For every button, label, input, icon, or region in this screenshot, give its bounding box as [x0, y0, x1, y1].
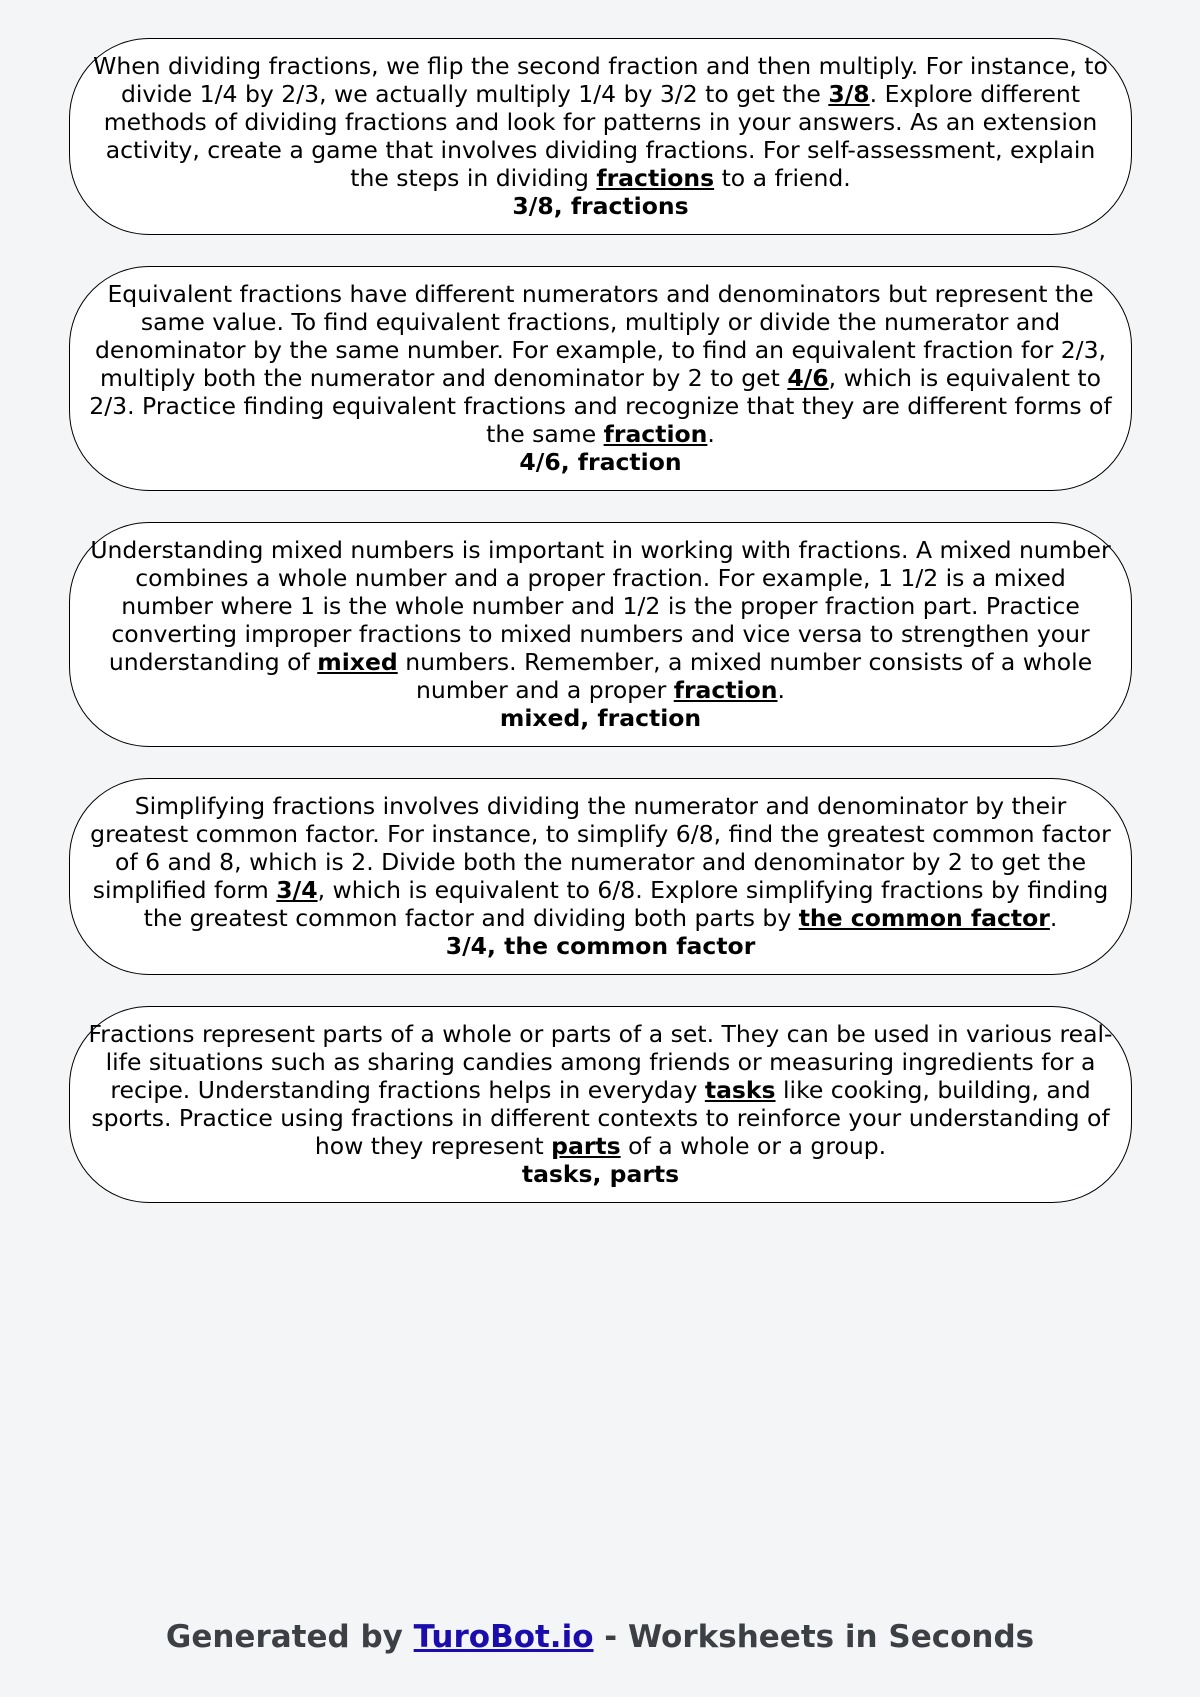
keyword: parts [551, 1132, 621, 1160]
exercise-card [69, 1006, 1132, 1203]
text-segment: Equivalent fractions have different numerators and denominators but represent the same value. To find equivalent fractions, multiply or divide the numerator and denominator by the same number. For example, to find an equivalent fraction for 2/3, multiply both the numerator and denominator by 2 to get [94, 280, 1107, 392]
worksheet-cards [69, 38, 1132, 1234]
exercise-card [69, 38, 1132, 235]
text-segment: When dividing fractions, we flip the second fraction and then multiply. For instance, to divide 1/4 by 2/3, we actually multiply 1/4 by 3/2 to get the [93, 52, 1108, 108]
keyword: the common factor [798, 904, 1050, 932]
text-segment: , which is equivalent to 2/3. Practice finding equivalent fractions and recognize that they are different forms of the same [89, 364, 1112, 448]
keyword: fraction [603, 420, 708, 448]
footer-prefix: Generated by [165, 1619, 414, 1655]
exercise-text [88, 1020, 1113, 1160]
answer-key: mixed, fraction [499, 704, 702, 732]
keyword: 3/8 [828, 80, 870, 108]
text-segment: numbers. Remember, a mixed number consists of a whole number and a proper [397, 648, 1093, 704]
exercise-card [69, 522, 1132, 747]
turobot-link[interactable]: TuroBot.io [413, 1619, 594, 1655]
exercise-card [69, 778, 1132, 975]
keyword: 3/4 [276, 876, 318, 904]
text-segment: Understanding mixed numbers is important in working with fractions. A mixed number combines a whole number and a proper fraction. For example, 1 1/2 is a mixed number where 1 is the whole number and 1/2 is the proper fraction part. Practice converting improper fractions to mixed numbers and vice versa to strengthen your understanding of [90, 536, 1111, 676]
exercise-text [88, 52, 1113, 192]
keyword: tasks [704, 1076, 776, 1104]
footer-suffix: - Worksheets in Seconds [593, 1619, 1035, 1655]
exercise-card [69, 266, 1132, 491]
exercise-text [88, 792, 1113, 932]
keyword: 4/6 [787, 364, 829, 392]
keyword: fractions [596, 164, 715, 192]
answer-key: 4/6, fraction [519, 448, 682, 476]
keyword: fraction [673, 676, 778, 704]
footer [0, 1619, 1200, 1655]
text-segment: of a whole or a group. [620, 1132, 887, 1160]
answer-key: 3/8, fractions [512, 192, 689, 220]
text-segment: Fractions represent parts of a whole or parts of a set. They can be used in various real-life situations such as sharing candies among friends or measuring ingredients for a recipe. Understanding fractions helps in everyday [88, 1020, 1113, 1104]
exercise-text [88, 280, 1113, 448]
text-segment: to a friend. [714, 164, 851, 192]
answer-key: tasks, parts [521, 1160, 680, 1188]
text-segment: like cooking, building, and sports. Practice using fractions in different contexts to reinforce your understanding of how they represent [91, 1076, 1110, 1160]
text-segment: . Explore different methods of dividing fractions and look for patterns in your answers. As an extension activity, create a game that involves dividing fractions. For self-assessment, explain the steps in dividing [103, 80, 1098, 192]
exercise-text [88, 536, 1113, 704]
text-segment: Simplifying fractions involves dividing the numerator and denominator by their greatest common factor. For instance, to simplify 6/8, find the greatest common factor of 6 and 8, which is 2. Divide both the numerator and denominator by 2 to get the simplified form [90, 792, 1111, 904]
text-segment: , which is equivalent to 6/8. Explore simplifying fractions by finding the greatest common factor and dividing both parts by [143, 876, 1109, 932]
keyword: mixed [317, 648, 398, 676]
text-segment: . [777, 676, 785, 704]
answer-key: 3/4, the common factor [445, 932, 756, 960]
text-segment: . [1049, 904, 1058, 932]
text-segment: . [707, 420, 715, 448]
